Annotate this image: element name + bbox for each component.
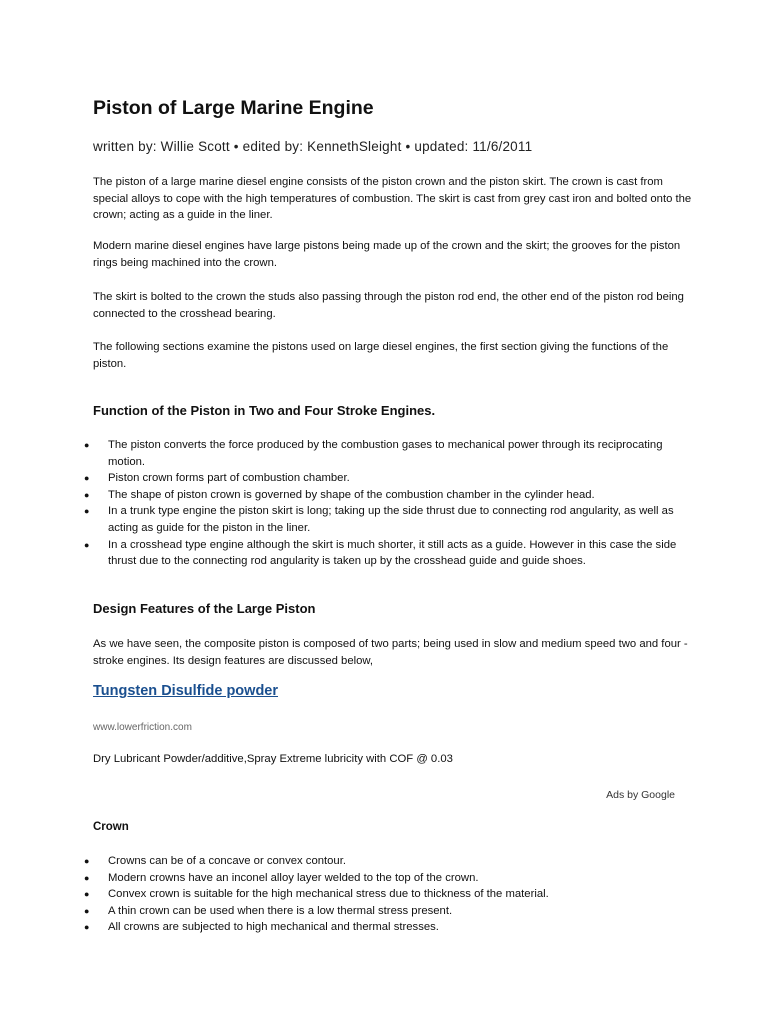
ad-description: Dry Lubricant Powder/additive,Spray Extreme lubricity with COF @ 0.03 — [93, 753, 453, 765]
article-byline: written by: Willie Scott • edited by: KennethSleight • updated: 11/6/2011 — [93, 139, 533, 154]
function-section-heading: Function of the Piston in Two and Four Stroke Engines. — [93, 403, 436, 418]
intro-paragraph-1: The piston of a large marine diesel engine consists of the piston crown and the piston skirt. The crown is cast from special alloys to cope with the high temperatures of combustion. The skirt is cast from grey cast iron and bolted onto the crown; acting as a guide in the liner. — [93, 176, 692, 222]
list-item — [83, 886, 683, 903]
list-item-text: Piston crown forms part of combustion chamber. — [108, 472, 350, 485]
list-item-text: A thin crown can be used when there is a low thermal stress present. — [108, 904, 453, 917]
list-item-text: In a crosshead type engine although the skirt is much shorter, it still acts as a guide. However in this case the side thrust due to the connecting rod angularity is taken up by the crosshead guide and guide shoes. — [108, 538, 677, 568]
bullet-icon: ● — [84, 489, 90, 500]
ad-url[interactable]: www.lowerfriction.com — [93, 722, 192, 733]
list-item-text: The shape of piston crown is governed by shape of the combustion chamber in the cylinder head. — [108, 488, 595, 501]
list-item — [83, 537, 683, 570]
list-item — [83, 437, 683, 470]
list-item — [83, 487, 683, 504]
intro-paragraph-2: Modern marine diesel engines have large pistons being made up of the crown and the skirt; the grooves for the piston rings being machined into the crown. — [93, 240, 681, 269]
bullet-icon: ● — [84, 539, 90, 550]
design-intro-paragraph: As we have seen, the composite piston is composed of two parts; being used in slow and medium speed two and four - stroke engines. Its design features are discussed below, — [93, 638, 688, 667]
bullet-icon: ● — [84, 905, 90, 916]
list-item — [83, 503, 683, 536]
list-item — [83, 903, 683, 920]
list-item-text: Crowns can be of a concave or convex contour. — [108, 855, 346, 867]
bullet-icon: ● — [84, 872, 90, 883]
bullet-icon: ● — [84, 473, 90, 484]
bullet-icon: ● — [84, 922, 90, 933]
intro-paragraph-4: The following sections examine the pistons used on large diesel engines, the first section giving the functions of the piston. — [93, 341, 669, 370]
list-item — [83, 870, 683, 887]
ads-by-google-label[interactable]: Ads by Google — [606, 789, 675, 801]
intro-paragraph-3: The skirt is bolted to the crown the studs also passing through the piston rod end, the other end of the piston rod being connected to the crosshead bearing. — [93, 291, 684, 320]
page-title: Piston of Large Marine Engine — [93, 97, 374, 119]
ad-title-link[interactable]: Tungsten Disulfide powder — [93, 683, 279, 699]
list-item-text: Convex crown is suitable for the high mechanical stress due to thickness of the material. — [108, 888, 549, 901]
list-item-text: In a trunk type engine the piston skirt is long; taking up the side thrust due to connecting rod angularity, as well as acting as guide for the piston in the liner. — [108, 505, 674, 534]
crown-section-heading: Crown — [93, 821, 129, 833]
list-item-text: The piston converts the force produced by the combustion gases to mechanical power through its reciprocating motion. — [108, 439, 663, 468]
list-item — [83, 470, 683, 487]
bullet-icon: ● — [84, 506, 90, 517]
design-section-heading: Design Features of the Large Piston — [93, 601, 316, 616]
bullet-icon: ● — [84, 889, 90, 900]
crown-bullet-list — [83, 853, 683, 936]
list-item — [83, 853, 683, 870]
list-item-text: All crowns are subjected to high mechanical and thermal stresses. — [108, 921, 439, 934]
bullet-icon: ● — [84, 440, 90, 450]
list-item — [83, 919, 683, 936]
function-bullet-list — [83, 437, 683, 570]
bullet-icon: ● — [84, 856, 90, 866]
list-item-text: Modern crowns have an inconel alloy layer welded to the top of the crown. — [108, 871, 479, 884]
